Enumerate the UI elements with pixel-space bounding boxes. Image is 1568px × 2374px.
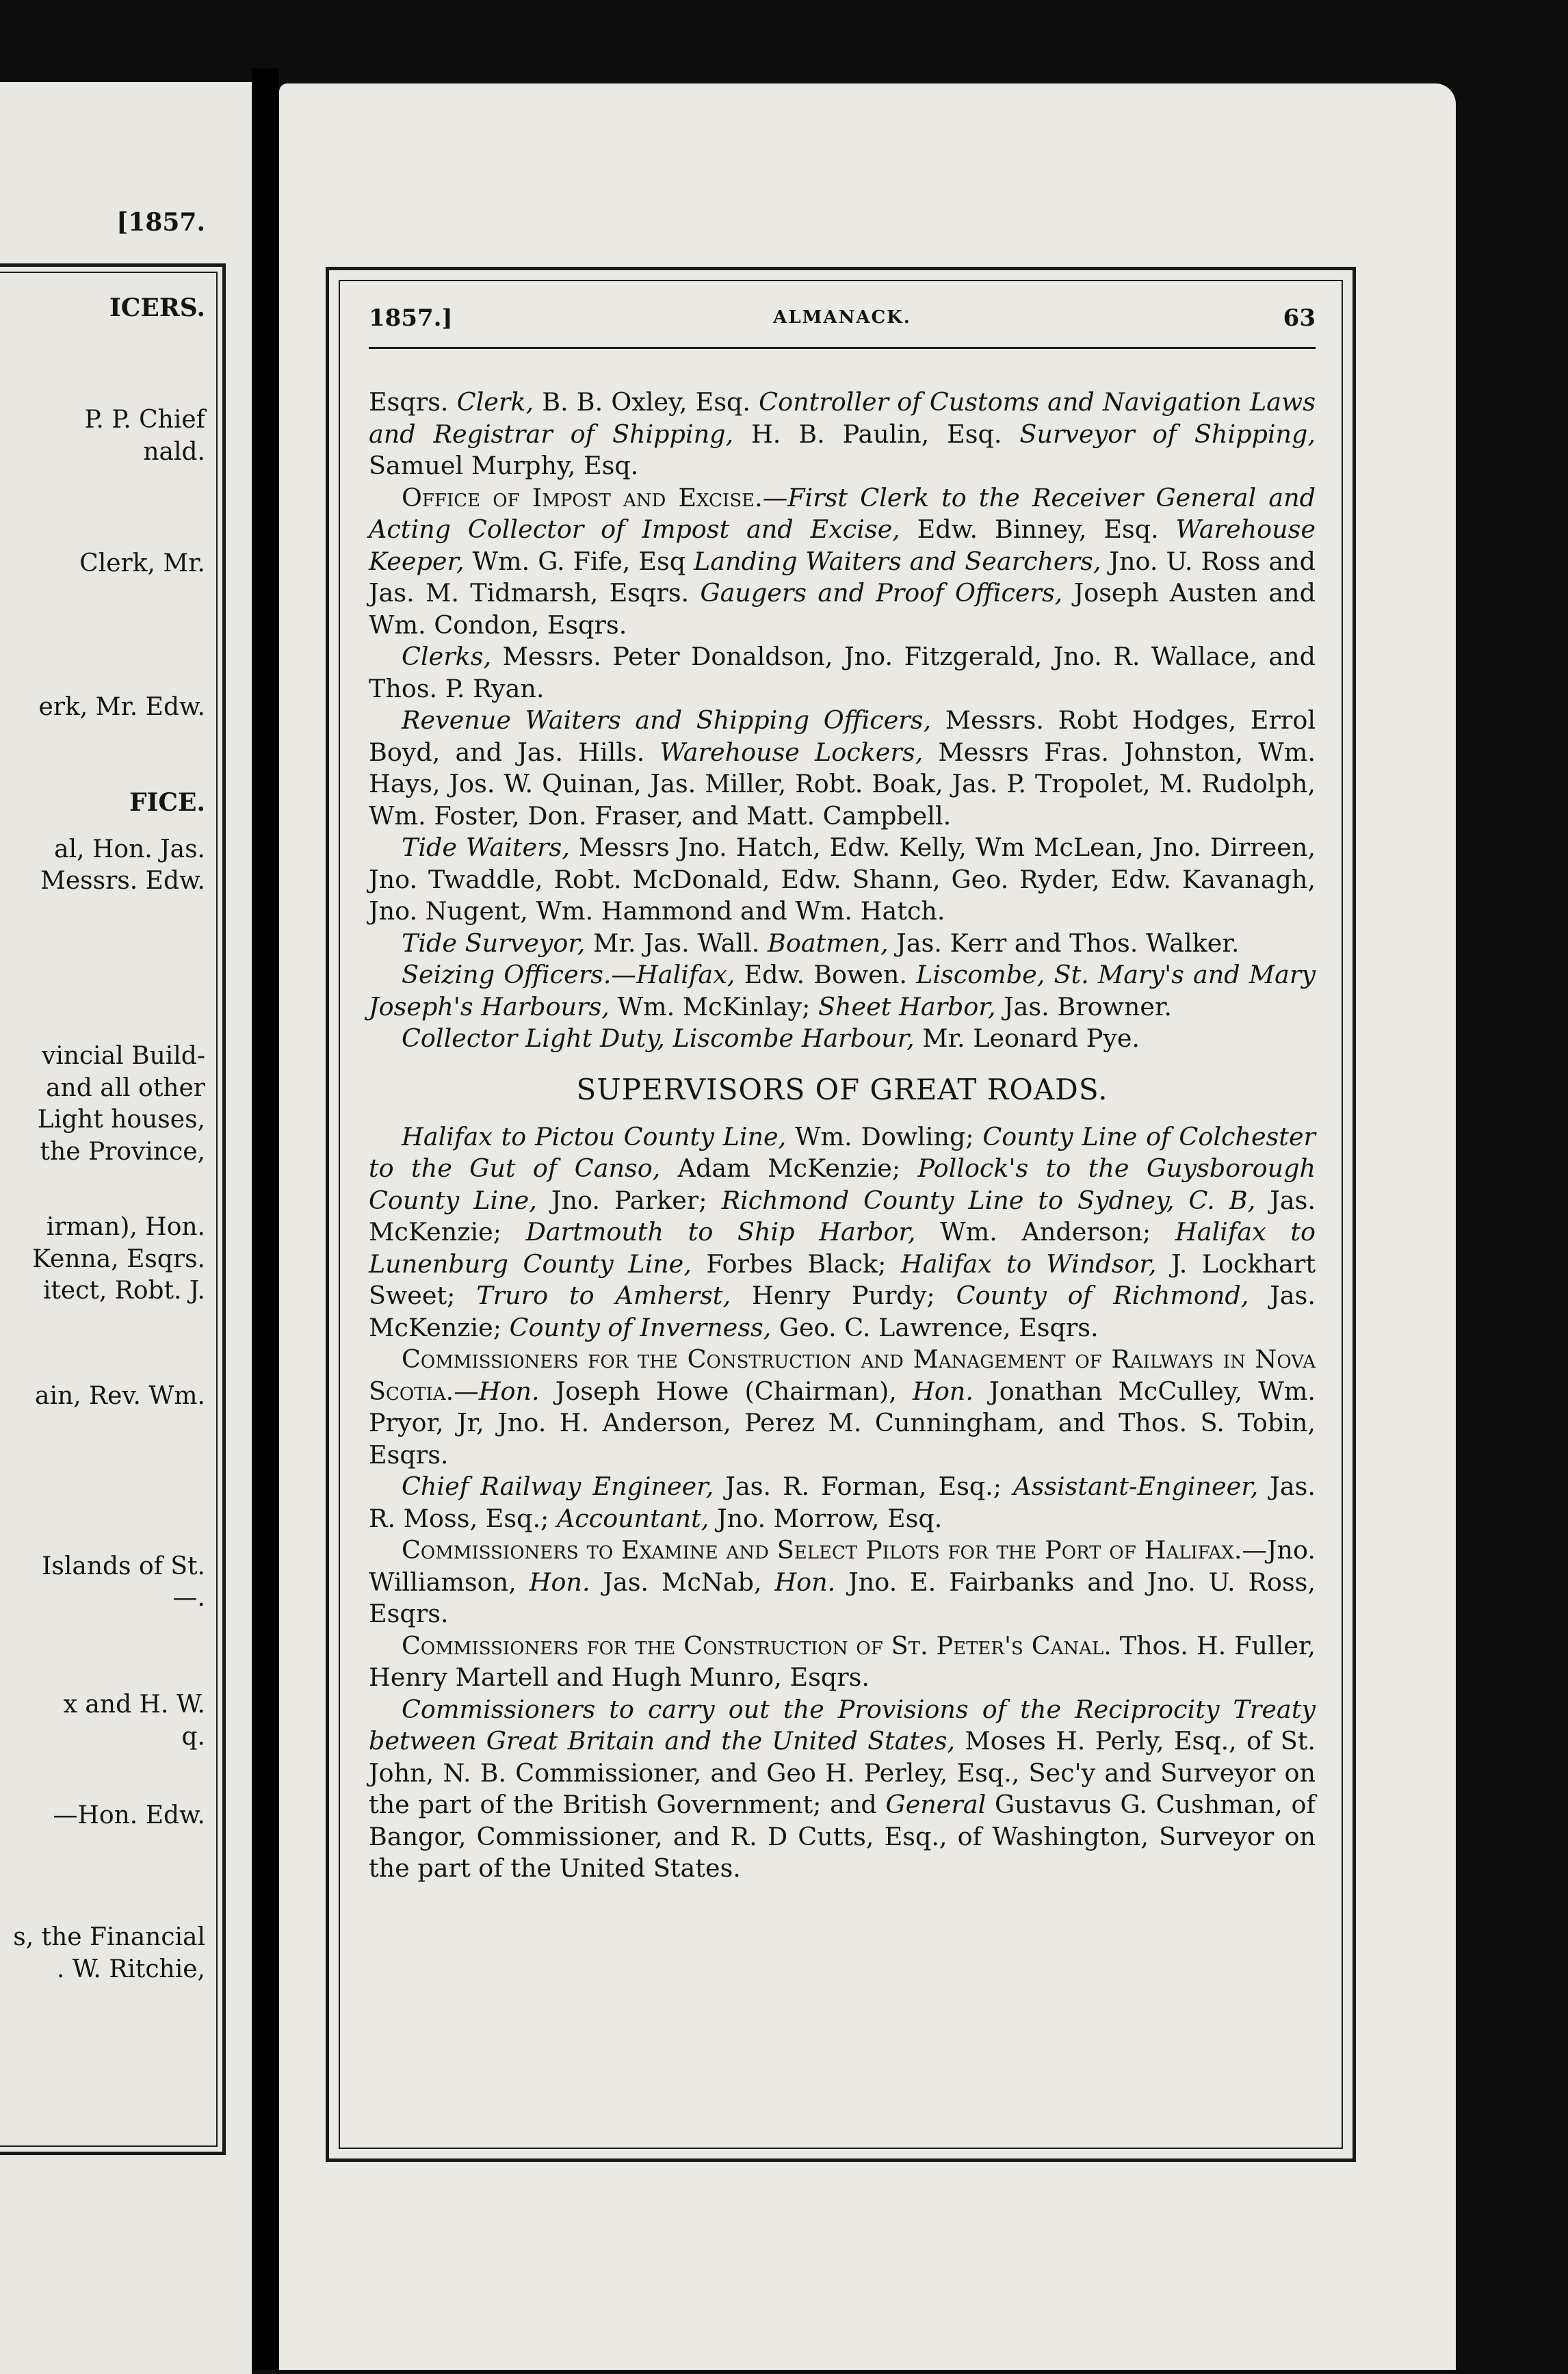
left-page-line: erk, Mr. Edw. xyxy=(38,693,205,721)
left-page-line: Messrs. Edw. xyxy=(40,867,205,895)
paragraph: Commissioners to carry out the Provisions of the Reciprocity Treaty between Great Britain and the United States, Moses H. Perly, Esq., of St. John, N. B. Commissioner, and Geo H. Perley, Esq., Sec'y and Surveyor on the part of the British Government; and General Gustavus G. Cushman, of Bangor, Commissioner, and R. D Cutts, Esq., of Washington, Surveyor on the part of the United States. xyxy=(369,1694,1316,1883)
page-body xyxy=(369,387,1316,1885)
right-page xyxy=(279,83,1456,2370)
book-gutter xyxy=(252,68,279,2370)
left-page-line: irman), Hon. xyxy=(46,1213,205,1241)
paragraph: Seizing Officers.—Halifax, Edw. Bowen. Liscombe, St. Mary's and Mary Joseph's Harbours, Wm. McKinlay; Sheet Harbor, Jas. Browner. xyxy=(369,960,1316,1021)
left-page-line: Kenna, Esqrs. xyxy=(32,1245,205,1273)
left-page-line: and all other xyxy=(46,1074,205,1102)
paragraph: Tide Surveyor, Mr. Jas. Wall. Boatmen, Jas. Kerr and Thos. Walker. xyxy=(402,928,1240,958)
paragraph: Tide Waiters, Messrs Jno. Hatch, Edw. Kelly, Wm McLean, Jno. Dirreen, Jno. Twaddle, Robt. McDonald, Edw. Shann, Geo. Ryder, Edw. Kavanagh, Jno. Nugent, Wm. Hammond and Wm. Hatch. xyxy=(369,833,1316,926)
left-page-line: nald. xyxy=(143,438,205,466)
left-page-line: Clerk, Mr. xyxy=(79,549,205,577)
left-page-line: vincial Build- xyxy=(41,1042,205,1070)
paragraph: Commissioners for the Construction of St. Peter's Canal. Thos. H. Fuller, Henry Martell and Hugh Munro, Esqrs. xyxy=(369,1630,1316,1692)
left-page-line: [1857. xyxy=(116,208,205,237)
left-page-line: the Province, xyxy=(40,1138,205,1166)
roads-paragraphs xyxy=(369,1121,1316,1885)
officers-paragraphs xyxy=(369,387,1316,1055)
left-page-line: s, the Financial xyxy=(13,1923,205,1951)
left-page-line: Islands of St. xyxy=(42,1552,205,1580)
left-page-line: . W. Ritchie, xyxy=(56,1955,205,1983)
left-facing-page xyxy=(0,82,252,2374)
header-rule xyxy=(369,347,1316,349)
paragraph: Collector Light Duty, Liscombe Harbour, Mr. Leonard Pye. xyxy=(402,1023,1140,1053)
paragraph: Clerks, Messrs. Peter Donaldson, Jno. Fitzgerald, Jno. R. Wallace, and Thos. P. Ryan. xyxy=(369,642,1316,703)
paragraph: Commissioners for the Construction and Management of Railways in Nova Scotia.—Hon. Joseph Howe (Chairman), Hon. Jonathan McCulley, Wm. Pryor, Jr, Jno. H. Anderson, Perez M. Cunningham, and Thos. S. Tobin, Esqrs. xyxy=(369,1344,1316,1470)
left-page-line: —Hon. Edw. xyxy=(53,1801,205,1829)
left-page-line: x and H. W. xyxy=(63,1691,205,1719)
page-border xyxy=(326,267,1356,2162)
running-header xyxy=(369,304,1316,345)
left-page-line: FICE. xyxy=(129,788,205,817)
paragraph: Commissioners to Examine and Select Pilots for the Port of Halifax.—Jno. Williamson, Hon. Jas. McNab, Hon. Jno. E. Fairbanks and Jno. U. Ross, Esqrs. xyxy=(369,1535,1316,1628)
paragraph: Revenue Waiters and Shipping Officers, Messrs. Robt Hodges, Errol Boyd, and Jas. Hills. Warehouse Lockers, Messrs Fras. Johnston, Wm. Hays, Jos. W. Quinan, Jas. Miller, Robt. Boak, Jas. P. Tropolet, M. Rudolph, Wm. Foster, Don. Fraser, and Matt. Campbell. xyxy=(369,705,1316,831)
left-page-line: itect, Robt. J. xyxy=(42,1277,205,1305)
left-page-line: ICERS. xyxy=(109,294,205,322)
left-page-line: —. xyxy=(172,1584,205,1612)
left-page-line: al, Hon. Jas. xyxy=(54,835,205,863)
paragraph: Esqrs. Clerk, B. B. Oxley, Esq. Controller of Customs and Navigation Laws and Registrar of Shipping, H. B. Paulin, Esq. Surveyor of Shipping, Samuel Murphy, Esq. xyxy=(369,387,1316,480)
header-year: 1857.] xyxy=(369,304,453,332)
left-page-line: ain, Rev. Wm. xyxy=(35,1382,205,1410)
section-heading: SUPERVISORS OF GREAT ROADS. xyxy=(576,1072,1108,1106)
paragraph: Chief Railway Engineer, Jas. R. Forman, Esq.; Assistant-Engineer, Jas. R. Moss, Esq.; Accountant, Jno. Morrow, Esq. xyxy=(369,1472,1316,1533)
left-page-line: P. P. Chief xyxy=(84,406,205,434)
paragraph: Halifax to Pictou County Line, Wm. Dowling; County Line of Colchester to the Gut of Canso, Adam McKenzie; Pollock's to the Guysborough County Line, Jno. Parker; Richmond County Line to Sydney, C. B, Jas. McKenzie; Dartmouth to Ship Harbor, Wm. Anderson; Halifax to Lunenburg County Line, Forbes Black; Halifax to Windsor, J. Lockhart Sweet; Truro to Amherst, Henry Purdy; County of Richmond, Jas. McKenzie; County of Inverness, Geo. C. Lawrence, Esqrs. xyxy=(369,1121,1316,1342)
left-page-line: q. xyxy=(181,1723,205,1751)
left-page-line: Light houses, xyxy=(37,1106,205,1134)
paragraph: Office of Impost and Excise.—First Clerk to the Receiver General and Acting Collector of Impost and Excise, Edw. Binney, Esq. Warehouse Keeper, Wm. G. Fife, Esq Landing Waiters and Searchers, Jno. U. Ross and Jas. M. Tidmarsh, Esqrs. Gaugers and Proof Officers, Joseph Austen and Wm. Condon, Esqrs. xyxy=(369,482,1316,640)
header-title: ALMANACK. xyxy=(773,307,911,328)
page-number: 63 xyxy=(1283,304,1316,332)
